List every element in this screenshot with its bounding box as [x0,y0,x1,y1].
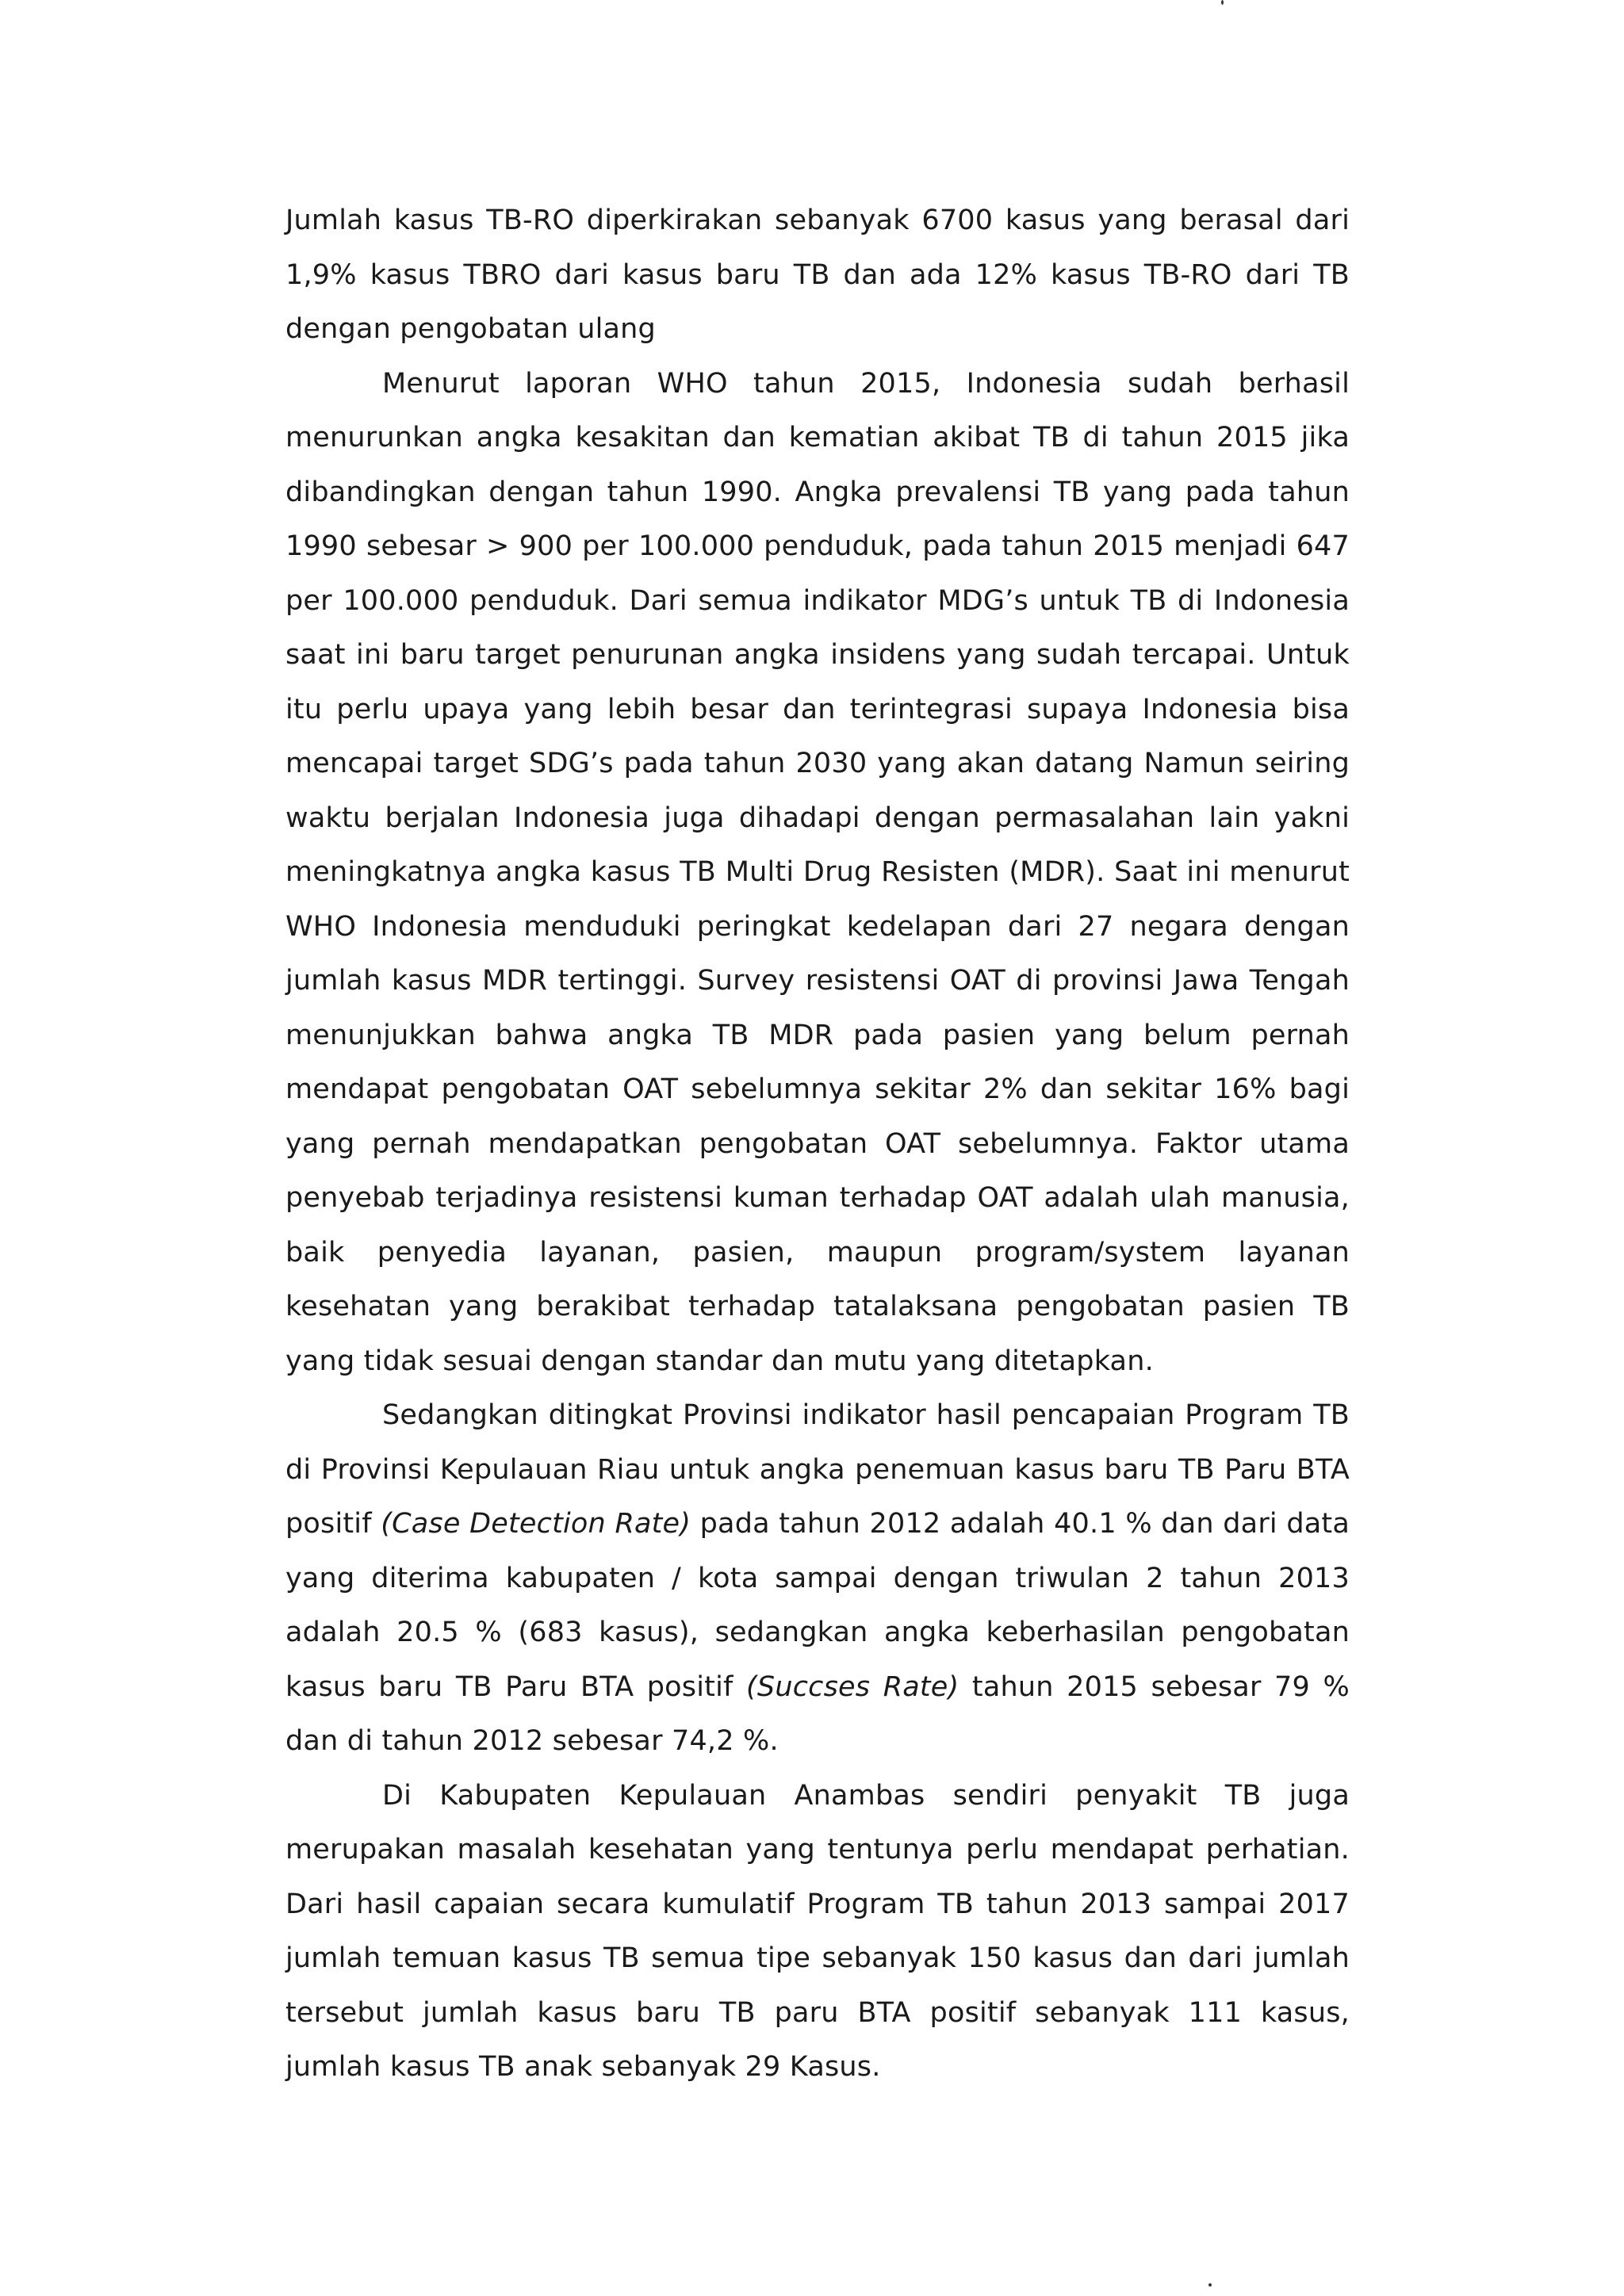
paragraph-text: pada tahun 2012 adalah 40.1 % dan dari data yang diterima kabupaten / kota sampai dengan triwulan 2 tahun 2013 adalah 20.5 % (683 kasus), sedangkan angka keberhasilan pengobatan kasus baru TB Paru BTA positif [285,1508,1350,1703]
case-detection-rate-term: (Case Detection Rate) [381,1508,691,1540]
paragraph-text: Di Kabupaten Kepulauan Anambas sendiri penyakit TB juga merupakan masalah kesehatan yang tentunya perlu mendapat perhatian. Dari hasil capaian secara kumulatif Program TB tahun 2013 sampai 2017 jumlah temuan kasus TB semua tipe sebanyak 150 kasus dan dari jumlah tersebut jumlah kasus baru TB paru BTA positif sebanyak 111 kasus, jumlah kasus TB anak sebanyak 29 Kasus. [285,1779,1350,2083]
paragraph-text: Sedangkan ditingkat Provinsi indikator hasil pencapaian Program TB di Provinsi Kepulauan Riau untuk angka penemuan kasus baru TB Paru BTA positif [285,1399,1350,1540]
paragraph-text: tahun 2015 sebesar 79 % dan di tahun 2012 sebesar 74,2 %. [285,1670,1350,1757]
paragraph-anambas [285,1769,1350,2095]
paragraph-text: Menurut laporan WHO tahun 2015, Indonesia sudah berhasil menurunkan angka kesakitan dan kematian akibat TB di tahun 2015 jika dibandingkan dengan tahun 1990. Angka prevalensi TB yang pada tahun 1990 sebesar > 900 per 100.000 penduduk, pada tahun 2015 menjadi 647 per 100.000 penduduk. Dari semua indikator MDG’s untuk TB di Indonesia saat ini baru target penurunan angka insidens yang sudah tercapai. Untuk itu perlu upaya yang lebih besar dan terintegrasi supaya Indonesia bisa mencapai target SDG’s pada tahun 2030 yang akan datang Namun seiring waktu berjalan Indonesia juga dihadapi dengan permasalahan lain yakni meningkatnya angka kasus TB Multi Drug Resisten (MDR). Saat ini menurut WHO Indonesia menduduki peringkat kedelapan dari 27 negara dengan jumlah kasus MDR tertinggi. Survey resistensi OAT di provinsi Jawa Tengah menunjukkan bahwa angka TB MDR pada pasien yang belum pernah mendapat pengobatan OAT sebelumnya sekitar 2% dan sekitar 16% bagi yang pernah mendapatkan pengobatan OAT sebelumnya. Faktor utama penyebab terjadinya resistensi kuman terhadap OAT adalah ulah manusia, baik penyedia layanan, pasien, maupun program/system layanan kesehatan yang berakibat terhadap tatalaksana pengobatan pasien TB yang tidak sesuai dengan standar dan mutu yang ditetapkan. [285,367,1350,1377]
scan-speck [1221,0,1224,5]
paragraph-tbro-estimate [285,193,1350,357]
success-rate-term: (Succses Rate) [746,1670,959,1703]
paragraph-who-report [285,357,1350,1389]
scan-speck [1208,2283,1212,2286]
paragraph-text: Jumlah kasus TB-RO diperkirakan sebanyak 6700 kasus yang berasal dari 1,9% kasus TBRO dari kasus baru TB dan ada 12% kasus TB-RO dari TB dengan pengobatan ulang [285,205,1350,345]
document-body [285,193,1350,2095]
paragraph-province-indicators [285,1388,1350,1769]
